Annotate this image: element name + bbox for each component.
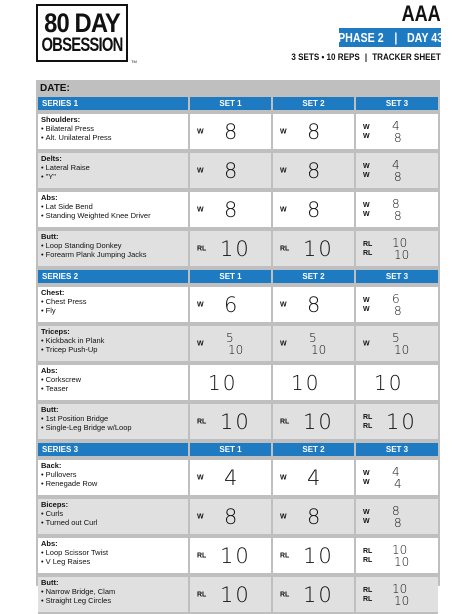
set-entry-cell[interactable]	[190, 499, 273, 536]
weight-level-label: RL	[280, 418, 290, 425]
handwritten-value: 8	[394, 303, 402, 318]
exercise-name: • Curls	[41, 509, 185, 518]
handwritten-entry: 8	[224, 504, 238, 529]
handwritten-entry	[392, 293, 402, 317]
set-entry-cell[interactable]	[273, 538, 356, 575]
exercise-row	[38, 114, 438, 151]
set-entry-cell[interactable]	[356, 499, 438, 536]
banner-separator: |	[394, 30, 398, 45]
exercise-cell	[38, 499, 190, 536]
handwritten-entry	[392, 544, 409, 568]
weight-level-label: W	[363, 305, 370, 313]
handwritten-value: 6	[392, 291, 400, 306]
handwritten-value: 10	[394, 342, 410, 357]
weight-level-label: W	[363, 201, 370, 209]
exercise-cell	[38, 460, 190, 497]
weight-level-label: RL	[197, 245, 207, 252]
exercise-name: • Corkscrew	[41, 375, 185, 384]
weight-level-label: W	[363, 469, 370, 477]
muscle-group-label: Back:	[41, 461, 62, 470]
brand-logo	[36, 4, 128, 62]
set-entry-cell[interactable]	[190, 404, 273, 441]
weight-level-label: RL	[363, 547, 373, 555]
handwritten-entry: 8	[224, 197, 238, 222]
handwritten-value: 4	[394, 476, 402, 491]
series-title: SERIES 1	[38, 97, 190, 112]
muscle-group-label: Abs:	[41, 193, 58, 202]
handwritten-entry: 10	[303, 236, 334, 261]
weight-level-label: W	[363, 210, 370, 218]
exercise-row	[38, 287, 438, 324]
series-header	[38, 443, 438, 458]
exercise-row	[38, 326, 438, 363]
set-entry-cell[interactable]	[273, 287, 356, 324]
set-entry-cell[interactable]	[356, 460, 438, 497]
handwritten-entry: 10	[291, 370, 321, 395]
weight-level-label: W	[197, 167, 204, 174]
exercise-name: • Chest Press	[41, 297, 185, 306]
exercise-name: • Tricep Push-Up	[41, 345, 185, 354]
weight-level-label: W	[363, 132, 370, 140]
set-entry-cell[interactable]	[356, 538, 438, 575]
weight-level-label: W	[363, 162, 370, 170]
muscle-group-label: Biceps:	[41, 500, 69, 509]
subline-separator: |	[364, 52, 368, 63]
exercise-row	[38, 499, 438, 536]
weight-level-labels	[363, 586, 372, 604]
set-entry-cell[interactable]	[273, 365, 356, 402]
tracker-sheet-label: TRACKER SHEET	[372, 52, 441, 63]
exercise-row	[38, 231, 438, 268]
weight-level-labels	[363, 508, 370, 526]
muscle-group-label: Abs:	[41, 539, 58, 548]
exercise-row	[38, 577, 438, 614]
exercise-name: • Renegade Row	[41, 479, 185, 488]
set-entry-cell[interactable]	[273, 192, 356, 229]
handwritten-entry: 8	[224, 119, 238, 144]
handwritten-value: 8	[394, 208, 402, 223]
day-label: DAY 43	[406, 30, 443, 45]
weight-level-label: W	[363, 296, 370, 304]
weight-level-label: RL	[363, 586, 373, 594]
weight-level-label: W	[197, 474, 204, 481]
exercise-name: • V Leg Raises	[41, 557, 185, 566]
logo-line-1: 80 DAY	[44, 8, 120, 38]
exercise-name: • Turned out Curl	[41, 518, 185, 527]
weight-level-label: W	[363, 123, 370, 131]
logo-line-2: OBSESSION	[41, 35, 123, 56]
set-entry-cell[interactable]	[273, 326, 356, 363]
weight-level-label: W	[280, 301, 287, 308]
handwritten-entry: 8	[307, 119, 321, 144]
exercise-row	[38, 460, 438, 497]
handwritten-value: 8	[392, 503, 400, 518]
handwritten-value: 10	[394, 554, 410, 569]
set-entry-cell[interactable]	[273, 404, 356, 441]
weight-level-label: RL	[363, 422, 373, 430]
set-column-header: SET 2	[273, 97, 356, 112]
weight-level-label: RL	[280, 591, 290, 598]
set-entry-cell[interactable]	[190, 231, 273, 268]
exercise-cell	[38, 231, 190, 268]
handwritten-value: 8	[392, 196, 400, 211]
weight-level-label: RL	[197, 418, 207, 425]
exercise-cell	[38, 326, 190, 363]
phase-day-banner	[339, 28, 441, 47]
handwritten-value: 4	[392, 464, 400, 479]
set-entry-cell[interactable]	[190, 365, 273, 402]
set-entry-cell[interactable]	[273, 460, 356, 497]
weight-level-label: RL	[363, 249, 373, 257]
set-entry-cell[interactable]	[273, 114, 356, 151]
handwritten-value: 5	[226, 330, 234, 345]
exercise-row	[38, 538, 438, 575]
exercise-name: • Fly	[41, 306, 185, 315]
exercise-name: • Standing Weighted Knee Driver	[41, 211, 185, 220]
exercise-cell	[38, 153, 190, 190]
set-column-header: SET 1	[190, 97, 273, 112]
exercise-name: • 1st Position Bridge	[41, 414, 185, 423]
handwritten-value: 8	[394, 130, 402, 145]
weight-level-label: RL	[280, 552, 290, 559]
set-entry-cell[interactable]	[190, 577, 273, 614]
weight-level-labels	[363, 413, 372, 431]
weight-level-label: W	[280, 206, 287, 213]
handwritten-entry: 10	[374, 370, 404, 395]
exercise-name: • Teaser	[41, 384, 185, 393]
set-entry-cell[interactable]	[190, 192, 273, 229]
sets-reps-line	[292, 52, 441, 63]
phase-label: PHASE 2	[338, 30, 384, 45]
weight-level-label: W	[363, 340, 370, 347]
exercise-name: • Narrow Bridge, Clam	[41, 587, 185, 596]
handwritten-value: 10	[394, 247, 410, 262]
handwritten-value: 10	[392, 542, 408, 557]
handwritten-value: 10	[311, 342, 327, 357]
set-entry-cell[interactable]	[190, 287, 273, 324]
exercise-cell	[38, 192, 190, 229]
weight-level-labels	[363, 123, 370, 141]
set-entry-cell[interactable]	[273, 577, 356, 614]
handwritten-entry: 10	[220, 236, 251, 261]
weight-level-label: RL	[197, 552, 207, 559]
handwritten-entry: 10	[303, 582, 334, 607]
weight-level-label: W	[280, 128, 287, 135]
weight-level-labels	[363, 469, 370, 487]
series-header	[38, 270, 438, 285]
weight-level-label: W	[280, 474, 287, 481]
tracker-table	[36, 80, 440, 608]
handwritten-entry: 4	[307, 465, 321, 490]
handwritten-entry: 10	[220, 582, 251, 607]
weight-level-labels	[363, 240, 372, 258]
set-entry-cell[interactable]	[190, 460, 273, 497]
set-entry-cell[interactable]	[356, 153, 438, 190]
weight-level-label: W	[197, 128, 204, 135]
muscle-group-label: Abs:	[41, 366, 58, 375]
weight-level-label: W	[363, 517, 370, 525]
set-column-header: SET 1	[190, 443, 273, 458]
set-column-header: SET 3	[356, 270, 438, 285]
handwritten-entry: 8	[224, 158, 238, 183]
handwritten-value: 10	[392, 581, 408, 596]
exercise-row	[38, 365, 438, 402]
muscle-group-label: Shoulders:	[41, 115, 81, 124]
weight-level-label: RL	[363, 595, 373, 603]
exercise-name: • Loop Standing Donkey	[41, 241, 185, 250]
weight-level-label: W	[280, 340, 287, 347]
weight-level-label: W	[197, 301, 204, 308]
muscle-group-label: Chest:	[41, 288, 65, 297]
set-column-header: SET 1	[190, 270, 273, 285]
set-entry-cell[interactable]	[356, 231, 438, 268]
handwritten-value: 10	[228, 342, 244, 357]
exercise-cell	[38, 538, 190, 575]
handwritten-entry: 10	[220, 409, 251, 434]
handwritten-entry: 8	[307, 197, 321, 222]
handwritten-value: 8	[394, 169, 402, 184]
exercise-cell	[38, 577, 190, 614]
exercise-row	[38, 192, 438, 229]
exercise-cell	[38, 287, 190, 324]
set-entry-cell[interactable]	[356, 326, 438, 363]
program-title: AAA	[401, 1, 441, 26]
muscle-group-label: Butt:	[41, 405, 59, 414]
weight-level-label: RL	[197, 591, 207, 598]
handwritten-value: 8	[394, 515, 402, 530]
muscle-group-label: Butt:	[41, 578, 59, 587]
handwritten-entry: 8	[307, 158, 321, 183]
set-column-header: SET 3	[356, 443, 438, 458]
set-entry-cell[interactable]	[273, 153, 356, 190]
weight-level-label: W	[197, 340, 204, 347]
exercise-cell	[38, 365, 190, 402]
handwritten-entry	[392, 159, 402, 183]
handwritten-entry	[309, 332, 326, 356]
handwritten-value: 10	[392, 235, 408, 250]
set-entry-cell[interactable]	[356, 404, 438, 441]
handwritten-value: 4	[392, 157, 400, 172]
handwritten-entry: 8	[307, 504, 321, 529]
handwritten-entry: 10	[303, 543, 334, 568]
weight-level-label: W	[363, 171, 370, 179]
handwritten-entry: 6	[224, 292, 238, 317]
handwritten-entry	[392, 120, 402, 144]
exercise-name: • Bilateral Press	[41, 124, 185, 133]
handwritten-entry	[392, 198, 402, 222]
set-entry-cell[interactable]	[273, 231, 356, 268]
weight-level-label: W	[363, 478, 370, 486]
series-header	[38, 97, 438, 112]
weight-level-label: W	[280, 167, 287, 174]
exercise-name: • "Y"	[41, 172, 185, 181]
set-entry-cell[interactable]	[190, 114, 273, 151]
handwritten-entry: 8	[307, 292, 321, 317]
handwritten-entry	[392, 466, 402, 490]
set-column-header: SET 2	[273, 443, 356, 458]
handwritten-value: 5	[309, 330, 317, 345]
handwritten-value: 10	[394, 593, 410, 608]
series-title: SERIES 2	[38, 270, 190, 285]
handwritten-entry	[392, 505, 402, 529]
weight-level-label: W	[197, 513, 204, 520]
exercise-cell	[38, 114, 190, 151]
set-entry-cell[interactable]	[190, 538, 273, 575]
exercise-name: • Lateral Raise	[41, 163, 185, 172]
weight-level-labels	[363, 547, 372, 565]
weight-level-labels	[363, 201, 370, 219]
weight-level-labels	[363, 162, 370, 180]
handwritten-entry: 4	[224, 465, 238, 490]
weight-level-label: RL	[280, 245, 290, 252]
exercise-name: • Pullovers	[41, 470, 185, 479]
exercise-cell	[38, 404, 190, 441]
exercise-row	[38, 153, 438, 190]
exercise-name: • Loop Scissor Twist	[41, 548, 185, 557]
exercise-name: • Single-Leg Bridge w/Loop	[41, 423, 185, 432]
handwritten-entry: 10	[386, 409, 417, 434]
muscle-group-label: Delts:	[41, 154, 62, 163]
exercise-name: • Forearm Plank Jumping Jacks	[41, 250, 185, 259]
weight-level-label: RL	[363, 413, 373, 421]
set-column-header: SET 3	[356, 97, 438, 112]
handwritten-entry	[226, 332, 243, 356]
exercise-name: • Straight Leg Circles	[41, 596, 185, 605]
exercise-name: • Alt. Unilateral Press	[41, 133, 185, 142]
set-entry-cell[interactable]	[356, 114, 438, 151]
weight-level-label: W	[280, 513, 287, 520]
exercise-row	[38, 404, 438, 441]
handwritten-value: 4	[392, 118, 400, 133]
weight-level-label: RL	[363, 556, 373, 564]
set-entry-cell[interactable]	[356, 287, 438, 324]
weight-level-label: W	[363, 508, 370, 516]
weight-level-label: W	[197, 206, 204, 213]
handwritten-entry	[392, 237, 409, 261]
date-label: DATE:	[40, 83, 70, 94]
handwritten-entry: 10	[303, 409, 334, 434]
set-entry-cell[interactable]	[356, 577, 438, 614]
set-entry-cell[interactable]	[273, 499, 356, 536]
muscle-group-label: Triceps:	[41, 327, 70, 336]
series-title: SERIES 3	[38, 443, 190, 458]
trademark-mark: TM	[131, 59, 137, 64]
handwritten-entry	[392, 583, 409, 607]
sets-reps-label: 3 SETS • 10 REPS	[291, 52, 360, 63]
handwritten-entry: 10	[220, 543, 251, 568]
exercise-name: • Lat Side Bend	[41, 202, 185, 211]
muscle-group-label: Butt:	[41, 232, 59, 241]
weight-level-label: RL	[363, 240, 373, 248]
weight-level-labels	[363, 296, 370, 314]
exercise-name: • Kickback in Plank	[41, 336, 185, 345]
set-entry-cell[interactable]	[356, 365, 438, 402]
set-entry-cell[interactable]	[190, 326, 273, 363]
set-column-header: SET 2	[273, 270, 356, 285]
handwritten-value: 5	[392, 330, 400, 345]
handwritten-entry	[392, 332, 409, 356]
handwritten-entry: 10	[208, 370, 238, 395]
set-entry-cell[interactable]	[356, 192, 438, 229]
set-entry-cell[interactable]	[190, 153, 273, 190]
